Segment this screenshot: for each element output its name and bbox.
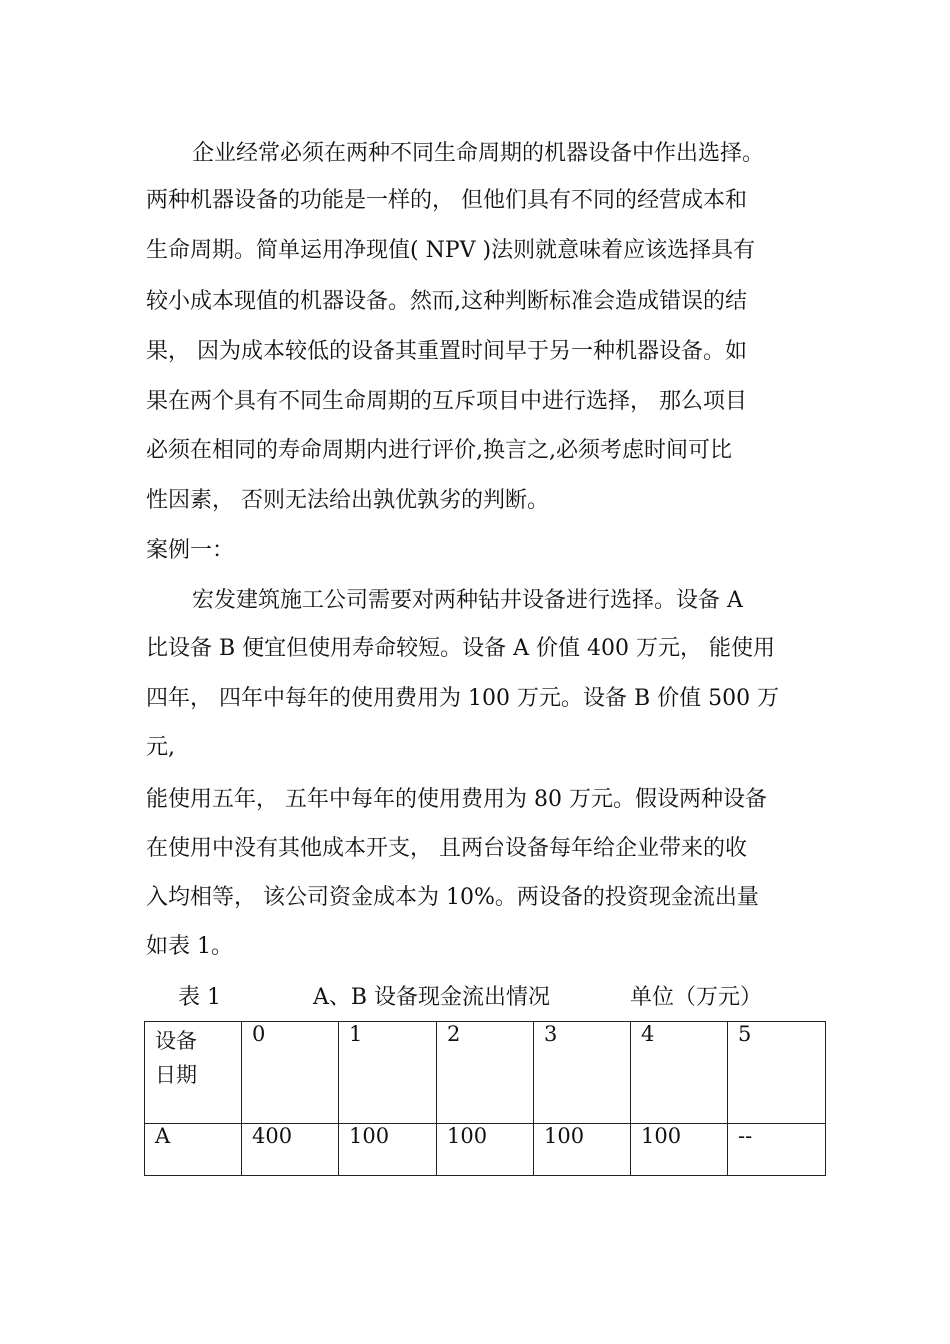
table-cell: 100 [339,1124,437,1176]
table-row [145,1124,826,1176]
paragraph-2-line-6: 在使用中没有其他成本开支， 且两台设备每年给企业带来的收 [146,836,747,861]
paragraph-1-line-1: 企业经常必须在两种不同生命周期的机器设备中作出选择。 [192,141,765,166]
paragraph-2-line-5: 能使用五年， 五年中每年的使用费用为 80 万元。假设两种设备 [146,787,767,812]
paragraph-1-line-3: 生命周期。简单运用净现值( NPV )法则就意味着应该选择具有 [146,238,756,263]
paragraph-2-line-7: 入均相等， 该公司资金成本为 10%。两设备的投资现金流出量 [146,885,759,910]
corner-label-date: 日期 [155,1063,197,1087]
cash-outflow-table [144,1021,826,1176]
table-cell: 100 [631,1124,728,1176]
table-header-cell: 5 [728,1022,826,1124]
table-caption-unit: 单位（万元） [630,985,763,1010]
table-header-cell: 0 [242,1022,339,1124]
paragraph-1-line-6: 果在两个具有不同生命周期的互斥项目中进行选择， 那么项目 [146,389,747,414]
table-header-row [145,1022,826,1124]
table-cell: 100 [437,1124,534,1176]
paragraph-1-line-7: 必须在相同的寿命周期内进行评价,换言之,必须考虑时间可比 [146,438,732,463]
table-header-cell: 3 [534,1022,631,1124]
paragraph-2-line-1: 宏发建筑施工公司需要对两种钻井设备进行选择。设备 A [192,588,743,613]
paragraph-2-line-3: 四年， 四年中每年的使用费用为 100 万元。设备 B 价值 500 万 [146,686,780,711]
paragraph-2-line-2: 比设备 B 便宜但使用寿命较短。设备 A 价值 400 万元， 能使用 [146,636,775,661]
table-cell: -- [728,1124,826,1176]
table-caption-number: 表 1 [178,985,221,1010]
corner-label-equipment: 设备 [155,1029,197,1053]
paragraph-2-line-8: 如表 1。 [146,934,233,959]
case-heading: 案例一： [146,538,235,563]
paragraph-1-line-4: 较小成本现值的机器设备。然而,这种判断标准会造成错误的结 [146,289,747,314]
table-cell: 100 [534,1124,631,1176]
paragraph-1-line-8: 性因素， 否则无法给出孰优孰劣的判断。 [146,488,549,513]
paragraph-1-line-2: 两种机器设备的功能是一样的， 但他们具有不同的经营成本和 [146,188,747,213]
paragraph-2-line-4: 元, [146,735,175,760]
table-corner-cell [145,1022,242,1124]
table-header-cell: 4 [631,1022,728,1124]
table-header-cell: 1 [339,1022,437,1124]
table-caption-title: A、B 设备现金流出情况 [313,985,551,1010]
table-cell: 400 [242,1124,339,1176]
paragraph-1-line-5: 果， 因为成本较低的设备其重置时间早于另一种机器设备。如 [146,339,747,364]
table-row-label: A [145,1124,242,1176]
table-header-cell: 2 [437,1022,534,1124]
